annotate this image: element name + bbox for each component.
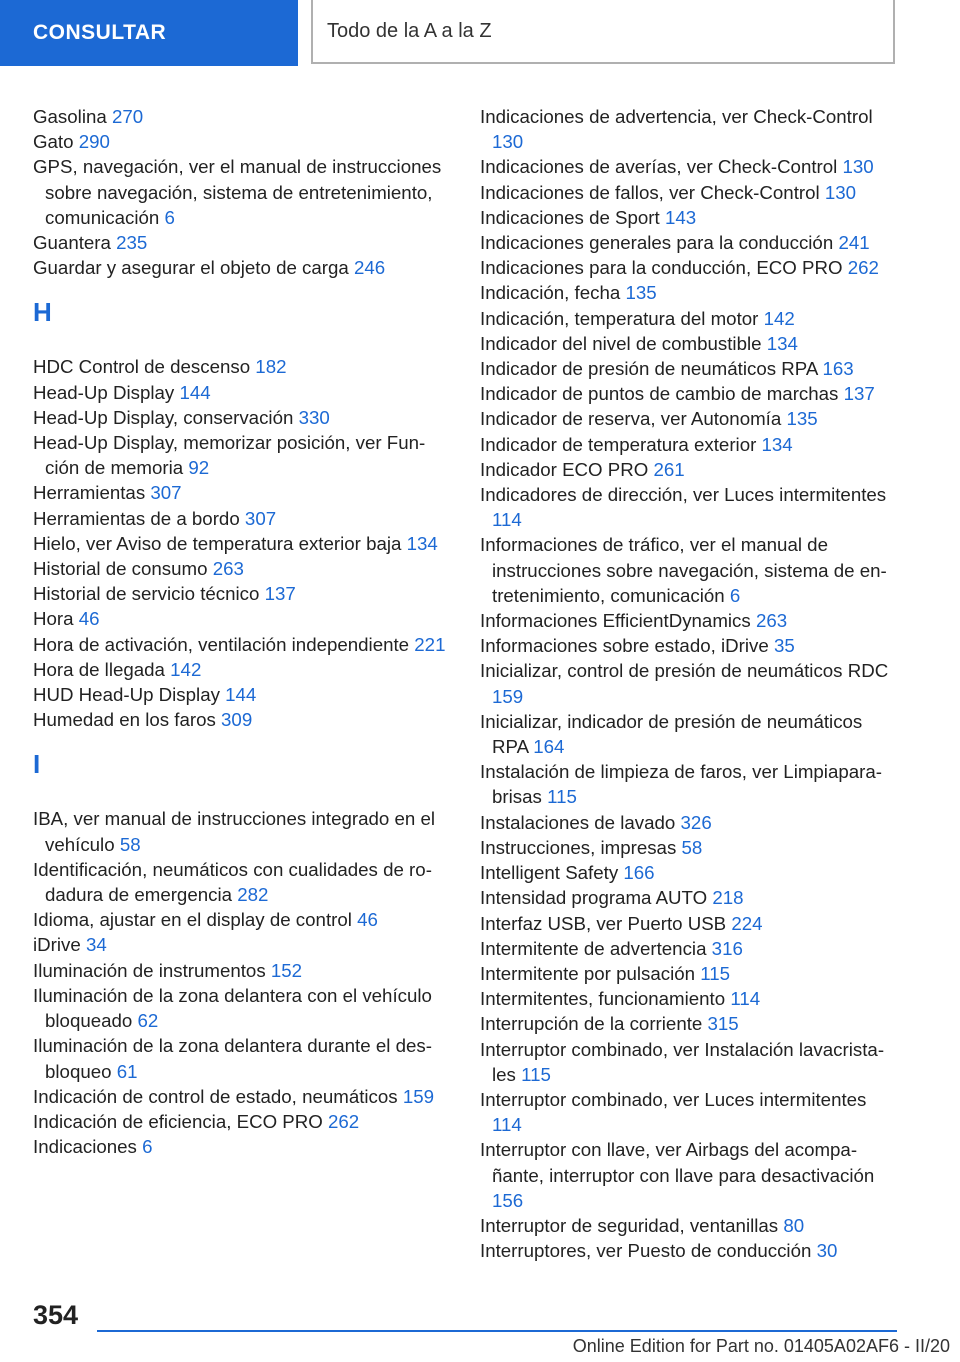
page-reference-link[interactable]: 34 <box>85 934 107 956</box>
index-entry-text: Interruptor con llave, ver Airbags del acompañante, interruptor con llave para desactivación <box>480 1139 875 1186</box>
page-reference-link[interactable]: 159 <box>402 1085 435 1107</box>
index-entry-text: Instalaciones de lavado <box>480 811 676 833</box>
page-reference-link[interactable]: 58 <box>681 836 703 858</box>
index-entry-text: Indicación de control de estado, neumáticos <box>33 1085 398 1107</box>
index-entry-text: Interfaz USB, ver Puerto USB <box>480 912 727 934</box>
page-reference-link[interactable]: 246 <box>354 257 386 279</box>
index-section-letter: I <box>33 749 41 780</box>
index-entry-text: Idioma, ajustar en el display de control <box>33 909 352 931</box>
page-reference-link[interactable]: 262 <box>847 257 879 279</box>
page-reference-link[interactable]: 282 <box>237 884 269 906</box>
page-reference-link[interactable]: 61 <box>116 1060 138 1082</box>
index-entry-text: Indicaciones para la conducción, ECO PRO <box>480 257 843 279</box>
index-entry-text: Iluminación de la zona delantera durante el desbloqueo <box>33 1035 432 1082</box>
index-entry-text: Interruptor combinado, ver Instalación lavacristales <box>480 1038 885 1085</box>
page-reference-link[interactable]: 163 <box>822 358 854 380</box>
index-entry-text: Indicaciones de Sport <box>480 206 660 228</box>
index-entry <box>33 556 448 581</box>
index-entry <box>33 857 448 907</box>
index-entry-text: Informaciones sobre estado, iDrive <box>480 635 769 657</box>
index-entry <box>480 104 900 154</box>
index-entry <box>480 608 900 633</box>
page-reference-link[interactable]: 46 <box>357 909 378 931</box>
page-reference-link[interactable]: 270 <box>111 106 144 127</box>
page-reference-link[interactable]: 307 <box>150 482 182 504</box>
footer-divider <box>97 1330 897 1332</box>
index-entry-text: Indicador ECO PRO <box>480 458 649 480</box>
page-reference-link[interactable]: 80 <box>783 1214 805 1236</box>
index-entry-text: Indicador de puntos de cambio de marchas <box>480 383 839 405</box>
page-reference-link[interactable]: 115 <box>521 1063 551 1085</box>
page-reference-link[interactable]: 235 <box>116 232 148 254</box>
page-reference-link[interactable]: 142 <box>170 658 202 680</box>
index-entry <box>480 532 900 608</box>
index-entry-text: Head-Up Display, conservación <box>33 406 294 428</box>
index-entry <box>33 1033 448 1083</box>
page-reference-link[interactable]: 130 <box>824 181 857 203</box>
index-entry-text: Instrucciones, impresas <box>480 836 677 858</box>
page-reference-link[interactable]: 143 <box>664 206 697 228</box>
index-entry <box>480 280 900 305</box>
page-reference-link[interactable]: 62 <box>137 1010 159 1032</box>
page-reference-link[interactable]: 309 <box>221 709 253 731</box>
page-reference-link[interactable]: 134 <box>761 433 793 455</box>
page-reference-link[interactable]: 6 <box>729 584 741 606</box>
page-reference-link[interactable]: 134 <box>406 532 438 554</box>
index-entry <box>480 406 900 431</box>
index-entry-text: Indicación, temperatura del motor <box>480 307 759 329</box>
page-reference-link[interactable]: 135 <box>786 408 818 430</box>
page-reference-link[interactable]: 142 <box>763 307 795 329</box>
index-entry-text: Indicaciones de advertencia, ver Check-Control <box>480 106 873 127</box>
index-entry-text: Informaciones de tráfico, ver el manual de instrucciones sobre navegación, sistema de entretenimiento, comunicación <box>480 534 887 606</box>
index-entry <box>480 1011 900 1036</box>
index-entry <box>33 581 448 606</box>
index-entry-text: Indicaciones de averías, ver Check-Control <box>480 156 838 178</box>
page-reference-link[interactable]: 290 <box>78 131 110 153</box>
index-entry <box>480 1213 900 1238</box>
index-entry <box>480 936 900 961</box>
index-entry <box>33 430 448 480</box>
index-entry <box>33 657 448 682</box>
index-entry-text: Indicador del nivel de combustible <box>480 332 762 354</box>
index-entry-text: Inicializar, control de presión de neumáticos RDC <box>480 660 889 682</box>
index-entry-text: Interruptor de seguridad, ventanillas <box>480 1214 779 1236</box>
index-entry <box>480 835 900 860</box>
index-entry <box>480 810 900 835</box>
index-entry-text: Guardar y asegurar el objeto de carga <box>33 257 349 279</box>
page-reference-link[interactable]: 6 <box>142 1136 153 1158</box>
page-reference-link[interactable]: 134 <box>766 332 798 354</box>
index-entry-text: Iluminación de instrumentos <box>33 959 266 981</box>
page-reference-link[interactable]: 241 <box>838 232 870 254</box>
page-reference-link[interactable]: 307 <box>244 507 277 529</box>
index-entry-text: Hora <box>33 608 74 630</box>
index-entry <box>480 205 900 230</box>
index-entry <box>33 405 448 430</box>
page-reference-link[interactable]: 144 <box>225 684 257 706</box>
page-reference-link[interactable]: 224 <box>731 912 763 934</box>
page-reference-link[interactable]: 315 <box>707 1013 739 1035</box>
index-entry-text: Indicación de eficiencia, ECO PRO <box>33 1110 323 1132</box>
page-reference-link[interactable]: 30 <box>816 1240 838 1262</box>
index-entry-text: Gato <box>33 131 74 153</box>
index-entry-text: Intermitentes, funcionamiento <box>480 988 726 1010</box>
index-entry <box>33 480 448 505</box>
index-entry <box>480 961 900 986</box>
index-entry <box>33 255 448 280</box>
index-entry-text: Guantera <box>33 232 111 254</box>
index-entry-text: Humedad en los faros <box>33 709 216 731</box>
index-entry <box>480 482 900 532</box>
footer-edition: Online Edition for Part no. 01405A02AF6 - II/20 <box>572 1336 950 1356</box>
chapter-title: Todo de la A a la Z <box>311 0 895 64</box>
index-entry <box>480 432 900 457</box>
index-entry-text: Historial de consumo <box>33 558 208 580</box>
index-entry <box>480 709 900 759</box>
page-reference-link[interactable]: 152 <box>270 959 303 981</box>
index-entry <box>480 1037 900 1087</box>
index-entry-text: Herramientas <box>33 482 146 504</box>
page-reference-link[interactable]: 166 <box>623 862 655 884</box>
index-entry <box>33 104 448 129</box>
page-reference-link[interactable]: 218 <box>712 887 744 909</box>
index-entry <box>33 932 448 957</box>
page-reference-link[interactable]: 130 <box>492 131 524 153</box>
index-entry <box>33 707 448 732</box>
page-reference-link[interactable]: 156 <box>492 1189 524 1211</box>
index-entry-text: Interruptor combinado, ver Luces intermitentes <box>480 1088 867 1110</box>
index-entry-text: IBA, ver manual de instrucciones integrado en el vehículo <box>33 808 436 855</box>
index-entry-text: HDC Control de descenso <box>33 356 251 378</box>
index-entry-text: Interrupción de la corriente <box>480 1013 703 1035</box>
page-reference-link[interactable]: 159 <box>492 685 524 707</box>
index-entry-text: Interruptores, ver Puesto de conducción <box>480 1240 812 1262</box>
page-reference-link[interactable]: 263 <box>212 558 244 580</box>
page-reference-link[interactable]: 58 <box>119 833 141 855</box>
index-entry-text: Intelligent Safety <box>480 862 619 884</box>
page-reference-link[interactable]: 114 <box>492 1114 522 1136</box>
index-entry <box>480 1238 900 1263</box>
index-section-letter: H <box>33 297 52 328</box>
index-entry <box>480 230 900 255</box>
index-entry <box>480 381 900 406</box>
page-reference-link[interactable]: 137 <box>843 383 875 405</box>
page-reference-link[interactable]: 130 <box>842 156 874 178</box>
page-reference-link[interactable]: 263 <box>755 610 788 632</box>
page-reference-link[interactable]: 114 <box>730 988 761 1010</box>
index-entry <box>480 911 900 936</box>
page-reference-link[interactable]: 46 <box>78 608 100 630</box>
page-reference-link[interactable]: 144 <box>179 381 211 403</box>
index-entry-text: Historial de servicio técnico <box>33 583 260 605</box>
index-entry-text: Herramientas de a bordo <box>33 507 240 529</box>
section-tab[interactable]: CONSULTAR <box>0 0 298 66</box>
index-entry <box>33 1109 448 1134</box>
index-entry-text: HUD Head-Up Display <box>33 684 220 706</box>
index-entry <box>480 255 900 280</box>
index-entry <box>33 129 448 154</box>
index-entry <box>33 506 448 531</box>
index-entry <box>480 180 900 205</box>
page-reference-link[interactable]: 330 <box>298 406 330 428</box>
page-reference-link[interactable]: 182 <box>255 356 287 378</box>
index-entry <box>480 885 900 910</box>
index-entry-text: Head-Up Display <box>33 381 175 403</box>
index-entry-text: Indicaciones generales para la conducción <box>480 232 834 254</box>
index-entry <box>33 154 448 230</box>
page-reference-link[interactable]: 164 <box>533 736 565 758</box>
index-entry-text: Indicaciones de fallos, ver Check-Control <box>480 181 820 203</box>
index-entry-text: Intensidad programa AUTO <box>480 887 708 909</box>
index-entry <box>33 983 448 1033</box>
page-number: 354 <box>33 1300 79 1330</box>
index-entry-text: Indicaciones <box>33 1136 137 1158</box>
index-entry <box>33 354 448 379</box>
index-entry-text: Intermitente de advertencia <box>480 937 707 959</box>
index-entry-text: Hora de llegada <box>33 658 165 680</box>
page-reference-link[interactable]: 262 <box>328 1110 360 1132</box>
index-entry <box>480 986 900 1011</box>
index-entry <box>33 958 448 983</box>
index-entry-text: GPS, navegación, ver el manual de instrucciones sobre navegación, sistema de entretenimiento, comunicación <box>33 156 442 228</box>
page-reference-link[interactable]: 115 <box>700 962 731 984</box>
index-entry-text: iDrive <box>33 934 81 956</box>
index-column-left <box>33 104 448 1159</box>
index-entry <box>480 633 900 658</box>
page-reference-link[interactable]: 137 <box>264 583 296 605</box>
index-entry <box>33 632 448 657</box>
page-reference-link[interactable]: 316 <box>711 937 743 959</box>
page-reference-link[interactable]: 326 <box>680 811 712 833</box>
page-header <box>0 0 960 66</box>
index-entry <box>480 1137 900 1213</box>
index-entry <box>480 860 900 885</box>
index-entry-text: Iluminación de la zona delantera con el vehículo bloqueado <box>33 984 432 1032</box>
index-entry-text: Hielo, ver Aviso de temperatura exterior baja <box>33 532 402 554</box>
index-entry <box>480 658 900 708</box>
index-entry <box>480 154 900 179</box>
page-reference-link[interactable]: 114 <box>492 509 522 531</box>
index-entry-text: Intermitente por pulsación <box>480 962 696 984</box>
index-entry-text: Inicializar, indicador de presión de neumáticos RPA <box>480 710 863 758</box>
index-entry <box>480 1087 900 1137</box>
index-entry <box>33 531 448 556</box>
page-reference-link[interactable]: 35 <box>773 635 795 657</box>
page-reference-link[interactable]: 221 <box>414 633 446 655</box>
index-entry-text: Indicador de presión de neumáticos RPA <box>480 358 818 380</box>
page-reference-link[interactable]: 115 <box>547 786 577 808</box>
index-entry-text: Head-Up Display, memorizar posición, ver Función de memoria <box>33 432 426 479</box>
index-entry-text: Indicadores de dirección, ver Luces intermitentes <box>480 484 887 506</box>
index-entry-text: Gasolina <box>33 106 107 127</box>
index-entry <box>33 1084 448 1109</box>
index-entry <box>480 331 900 356</box>
index-entry <box>480 759 900 809</box>
page-reference-link[interactable]: 261 <box>653 458 685 480</box>
index-entry-text: Informaciones EfficientDynamics <box>480 610 751 632</box>
index-entry <box>33 380 448 405</box>
page-reference-link[interactable]: 6 <box>164 206 175 228</box>
page-reference-link[interactable]: 135 <box>625 282 657 304</box>
index-entry <box>33 907 448 932</box>
index-entry-text: Indicador de temperatura exterior <box>480 433 757 455</box>
index-entry-text: Instalación de limpieza de faros, ver Limpiaparabrisas <box>480 761 882 808</box>
index-entry <box>33 682 448 707</box>
index-entry <box>33 806 448 856</box>
index-entry-text: Indicador de reserva, ver Autonomía <box>480 408 782 430</box>
index-entry <box>33 230 448 255</box>
index-column-right <box>480 104 900 1263</box>
index-entry-text: Identificación, neumáticos con cualidades de rodadura de emergencia <box>33 858 432 906</box>
index-entry <box>480 306 900 331</box>
index-entry <box>480 356 900 381</box>
index-entry <box>33 1134 448 1159</box>
page-reference-link[interactable]: 92 <box>188 457 210 479</box>
index-entry-text: Hora de activación, ventilación independiente <box>33 633 410 655</box>
index-entry <box>33 606 448 631</box>
index-entry <box>480 457 900 482</box>
index-entry-text: Indicación, fecha <box>480 282 621 304</box>
